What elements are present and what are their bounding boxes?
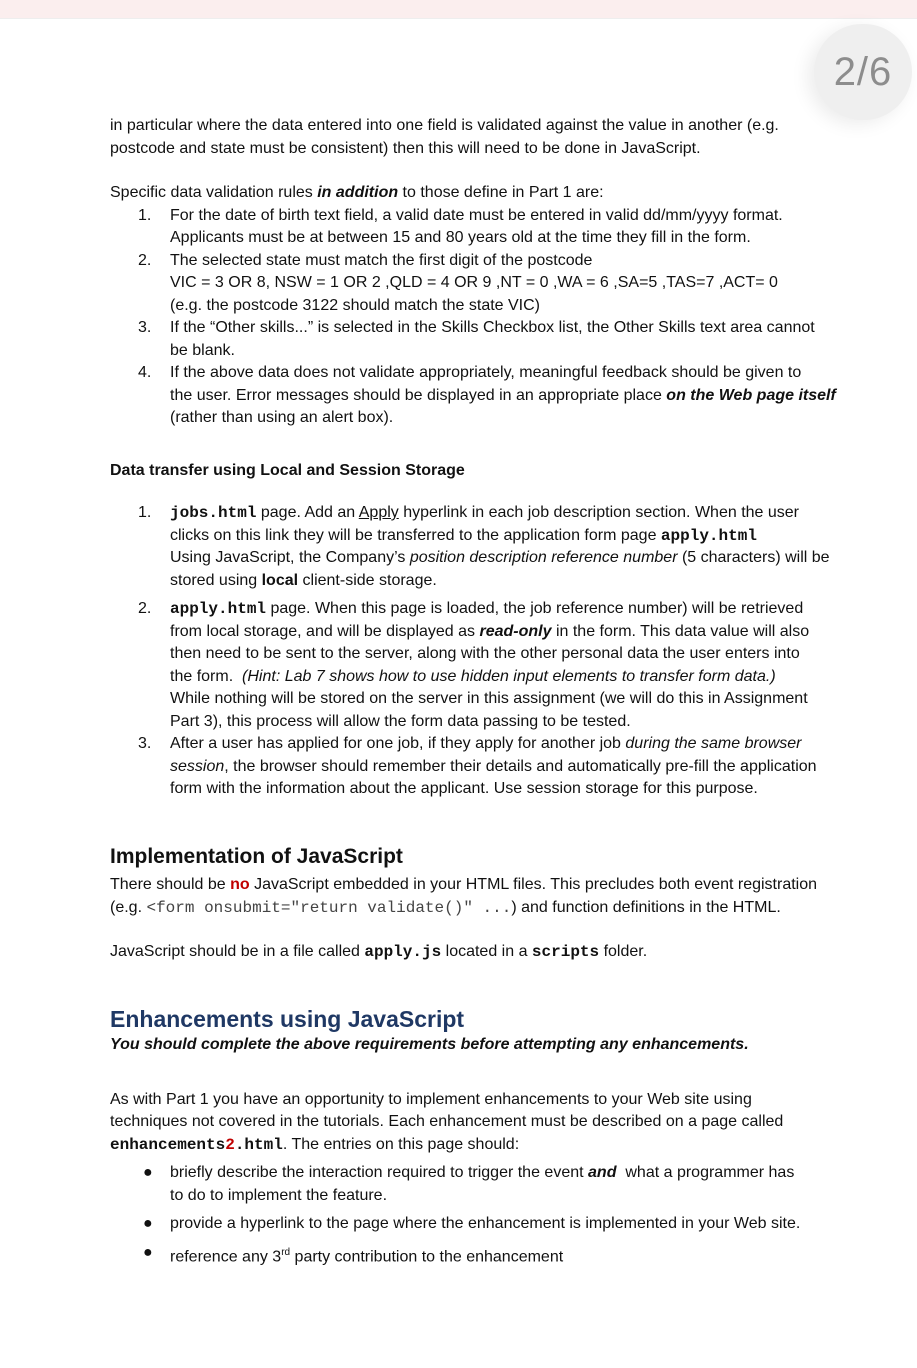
intro-line-1: in particular where the data entered into one field is validated against the value in another (e.g. (110, 117, 779, 134)
list-text: (5 characters) will be (677, 549, 830, 566)
list-emphasis: and (588, 1164, 617, 1181)
list-text: If the above data does not validate appropriately, meaningful feedback should be given to (170, 364, 802, 381)
impl-text: (e.g. (110, 898, 147, 916)
list-text: hyperlink in each job description section. When the user (398, 504, 799, 521)
code-apply-html: apply.html (660, 526, 757, 545)
list-text: , the browser should remember their details and automatically pre-fill the application (224, 757, 817, 775)
impl-text: ) and function definitions in the HTML. (511, 898, 781, 916)
list-text: client-side storage. (298, 571, 437, 589)
enh-text: . The entries on this page should: (282, 1135, 520, 1153)
superscript-rd: rd (281, 1246, 291, 1258)
list-italic: position description reference number (409, 549, 678, 566)
implementation-paragraph (110, 874, 870, 919)
list-text: page. When this page is loaded, the job reference number) will be retrieved (266, 600, 804, 617)
list-emphasis: on the Web page itself (666, 386, 836, 404)
list-text: While nothing will be stored on the server in this assignment (we will do this in Assignment (170, 690, 808, 707)
list-text: For the date of birth text field, a valid date must be entered in valid dd/mm/yyyy format. (170, 206, 783, 224)
list-number: 3. (138, 735, 152, 752)
code-scripts-folder: scripts (531, 943, 600, 961)
list-item (110, 502, 870, 592)
enhancement-bullets (110, 1162, 870, 1268)
code-enhancements-file: enhancements (110, 1135, 226, 1154)
enhancements-subtitle: You should complete the above requirements before attempting any enhancements. (110, 1036, 749, 1053)
impl-text: JavaScript embedded in your HTML files. This precludes both event registration (249, 876, 818, 893)
page-indicator: 2/6 (814, 24, 912, 120)
list-number: 2. (138, 251, 152, 269)
code-apply-html: apply.html (170, 600, 267, 618)
list-text: the form. (170, 667, 243, 685)
list-item (110, 598, 870, 733)
list-text: clicks on this link they will be transferred to the application form page (170, 526, 661, 544)
list-number: 4. (138, 364, 152, 381)
list-text: from local storage, and will be displayed as (170, 622, 480, 640)
bullet-icon: ● (143, 1215, 153, 1232)
implementation-heading: Implementation of JavaScript (110, 844, 403, 868)
list-text: to do to implement the feature. (170, 1186, 388, 1204)
impl-text: folder. (599, 943, 648, 960)
rules-lead-text: Specific data validation rules (110, 184, 318, 201)
impl-no-emphasis: no (230, 876, 250, 893)
rules-lead-emphasis: in addition (317, 184, 399, 201)
storage-heading: Data transfer using Local and Session Storage (110, 461, 465, 479)
list-text: party contribution to the enhancement (290, 1247, 564, 1265)
enhancements-paragraph (110, 1089, 870, 1157)
code-jobs-html: jobs.html (170, 504, 257, 522)
list-item (110, 250, 870, 318)
list-text: Using JavaScript, the Company’s (170, 549, 410, 566)
list-text: The selected state must match the first digit of the postcode (170, 251, 593, 269)
list-number: 3. (138, 319, 152, 336)
list-text: Part 3), this process will allow the form data passing to be tested. (170, 712, 631, 730)
impl-text: There should be (110, 876, 231, 893)
list-text: (e.g. the postcode 3122 should match the state VIC) (170, 296, 540, 314)
list-text: provide a hyperlink to the page where the enhancement is implemented in your Web site. (170, 1215, 801, 1232)
impl-text: located in a (441, 943, 532, 960)
list-text: After a user has applied for one job, if they apply for another job (170, 735, 626, 752)
list-text: form with the information about the applicant. Use session storage for this purpose. (170, 780, 758, 797)
bullet-icon: ● (143, 1164, 153, 1181)
implementation-file-paragraph (110, 941, 870, 964)
apply-link-text: Apply (358, 504, 399, 521)
intro-paragraph (110, 115, 870, 160)
document-body (110, 115, 870, 1268)
list-item (110, 1242, 870, 1269)
list-italic: session (170, 757, 225, 775)
list-item (110, 362, 870, 430)
code-apply-js: apply.js (364, 943, 442, 961)
rules-lead-text-end: to those define in Part 1 are: (398, 184, 604, 201)
list-item (110, 733, 870, 801)
impl-code-sample: <form onsubmit="return validate()" ... (146, 898, 512, 917)
list-text: what a programmer has (616, 1164, 795, 1181)
rules-lead (110, 182, 870, 205)
list-text: If the “Other skills...” is selected in the Skills Checkbox list, the Other Skills text area cannot (170, 319, 815, 336)
list-item (110, 1162, 870, 1207)
list-number: 1. (138, 504, 152, 521)
list-item (110, 205, 870, 250)
list-bold: local (261, 571, 299, 589)
validation-rules-list (110, 205, 870, 430)
enhancements-heading: Enhancements using JavaScript (110, 1005, 465, 1032)
storage-list (110, 502, 870, 801)
list-italic: (Hint: Lab 7 shows how to use hidden input elements to transfer form data.) (242, 667, 776, 685)
list-text: then need to be sent to the server, along with the other personal data the user enters into (170, 645, 800, 662)
list-text: in the form. This data value will also (551, 622, 810, 640)
enh-text: As with Part 1 you have an opportunity to implement enhancements to your Web site using (110, 1090, 752, 1108)
list-item (110, 317, 870, 362)
list-item (110, 1213, 870, 1236)
list-text: page. Add an (256, 504, 359, 521)
enh-text: techniques not covered in the tutorials. Each enhancement must be described on a page called (110, 1113, 784, 1130)
list-text: stored using (170, 571, 262, 589)
list-number: 2. (138, 600, 152, 617)
list-emphasis: read-only (479, 622, 552, 640)
browser-top-strip (0, 0, 917, 19)
list-italic: during the same browser (625, 735, 802, 752)
list-text: the user. Error messages should be displayed in an appropriate place (170, 386, 667, 404)
bullet-icon: ● (143, 1243, 153, 1261)
list-text: (rather than using an alert box). (170, 409, 394, 426)
list-text: be blank. (170, 341, 235, 359)
list-text: briefly describe the interaction required to trigger the event (170, 1164, 589, 1181)
list-text: Applicants must be at between 15 and 80 years old at the time they fill in the form. (170, 229, 751, 246)
impl-text: JavaScript should be in a file called (110, 943, 365, 960)
code-enhancements-number: 2 (225, 1135, 235, 1154)
list-text: reference any 3 (170, 1247, 282, 1265)
code-enhancements-ext: .html (234, 1135, 283, 1154)
list-number: 1. (138, 206, 152, 224)
list-text: VIC = 3 OR 8, NSW = 1 OR 2 ,QLD = 4 OR 9 ,NT = 0 ,WA = 6 ,SA=5 ,TAS=7 ,ACT= 0 (170, 274, 778, 291)
intro-line-2: postcode and state must be consistent) then this will need to be done in JavaScript. (110, 139, 701, 157)
